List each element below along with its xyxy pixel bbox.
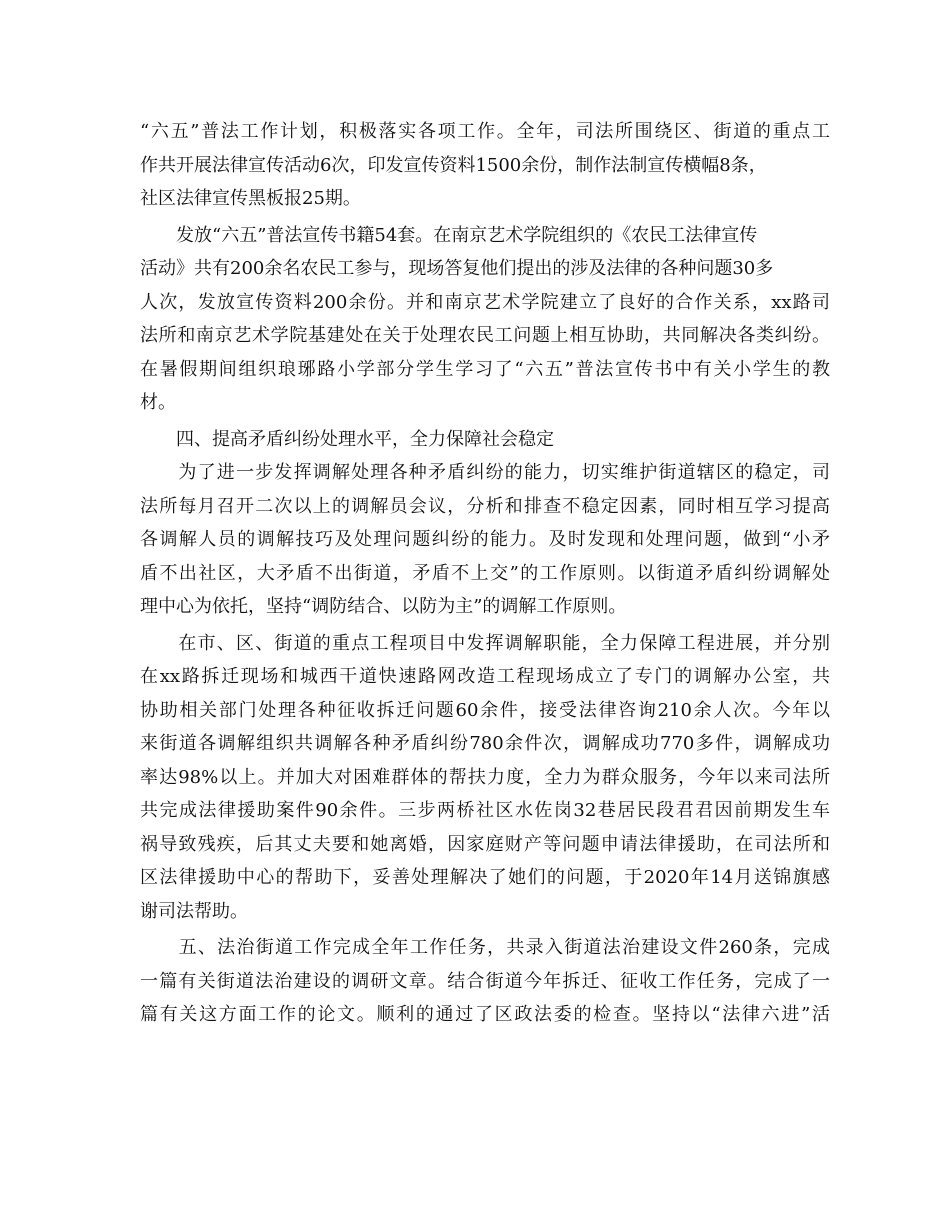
text-line: “六五”普法工作计划，积极落实各项工作。全年，司法所围绕区、街道的重点工 — [140, 121, 830, 142]
text-line: 各调解人员的调解技巧及处理问题纠纷的能力。及时发现和处理问题，做到“小矛 — [140, 529, 830, 550]
text-line: 作共开展法律宣传活动6次，印发宣传资料1500余份，制作法制宣传横幅8条， — [140, 154, 767, 176]
text-line: 理中心为依托，坚持“调防结合、以防为主”的调解工作原则。 — [140, 596, 627, 617]
text-line: 篇有关这方面工作的论文。顺利的通过了区政法委的检查。坚持以“法律六进”活 — [140, 1004, 830, 1025]
text-line: 一篇有关街道法治建设的调研文章。结合街道今年拆迁、征收工作任务，完成了一 — [140, 970, 830, 992]
paragraph-3 — [140, 456, 830, 624]
text-line: 活动》共有200余名农民工参与，现场答复他们提出的涉及法律的各种问题30多 — [140, 258, 774, 279]
paragraph-4 — [140, 627, 830, 929]
text-line: 法所每月召开二次以上的调解员会议，分析和排查不稳定因素，同时相互学习提高 — [140, 495, 830, 517]
text-line: 区法律援助中心的帮助下，妥善处理解决了她们的问题，于2020年14月送锦旗感 — [140, 867, 830, 888]
text-line: 材。 — [140, 392, 176, 413]
text-line: 率达98%以上。并加大对困难群体的帮扶力度，全力为群众服务，今年以来司法所 — [140, 766, 830, 788]
text-line: 在xx路拆迁现场和城西干道快速路网改造工程现场成立了专门的调解办公室，共 — [140, 666, 830, 687]
text-line: 四、提高矛盾纠纷处理水平，全力保障社会稳定 — [140, 428, 554, 450]
text-line: 在市、区、街道的重点工程项目中发挥调解职能，全力保障工程进展，并分别 — [140, 632, 830, 654]
text-line: 来街道各调解组织共调解各种矛盾纠纷780余件次，调解成功770多件，调解成功 — [140, 733, 830, 754]
text-line: 协助相关部门处理各种征收拆迁问题60余件，接受法律咨询210余人次。今年以 — [140, 699, 830, 721]
text-line: 五、法治街道工作完成全年工作任务，共录入街道法治建设文件260条，完成 — [140, 937, 830, 958]
paragraph-1 — [140, 115, 830, 216]
document-body — [140, 115, 830, 1032]
section-heading-4 — [140, 423, 830, 457]
text-line: 社区法律宣传黑板报25期。 — [140, 188, 361, 209]
paragraph-5 — [140, 931, 830, 1032]
text-line: 法所和南京艺术学院基建处在关于处理农民工问题上相互协助，共同解决各类纠纷。 — [140, 325, 830, 346]
text-line: 为了进一步发挥调解处理各种矛盾纠纷的能力，切实维护街道辖区的稳定，司 — [140, 462, 830, 483]
text-line: 盾不出社区，大矛盾不出街道，矛盾不上交”的工作原则。以街道矛盾纠纷调解处 — [140, 562, 830, 584]
text-line: 发放“六五”普法宣传书籍54套。在南京艺术学院组织的《农民工法律宣传 — [140, 224, 758, 246]
text-line: 祸导致残疾，后其丈夫要和她离婚，因家庭财产等问题申请法律援助，在司法所和 — [140, 833, 830, 855]
paragraph-2 — [140, 219, 830, 420]
text-line: 谢司法帮助。 — [140, 900, 248, 922]
text-line: 在暑假期间组织琅琊路小学部分学生学习了“六五”普法宣传书中有关小学生的教 — [140, 358, 830, 380]
text-line: 共完成法律援助案件90余件。三步两桥社区水佐岗32巷居民段君君因前期发生车 — [140, 800, 830, 821]
text-line: 人次，发放宣传资料200余份。并和南京艺术学院建立了良好的合作关系，xx路司 — [140, 291, 830, 313]
